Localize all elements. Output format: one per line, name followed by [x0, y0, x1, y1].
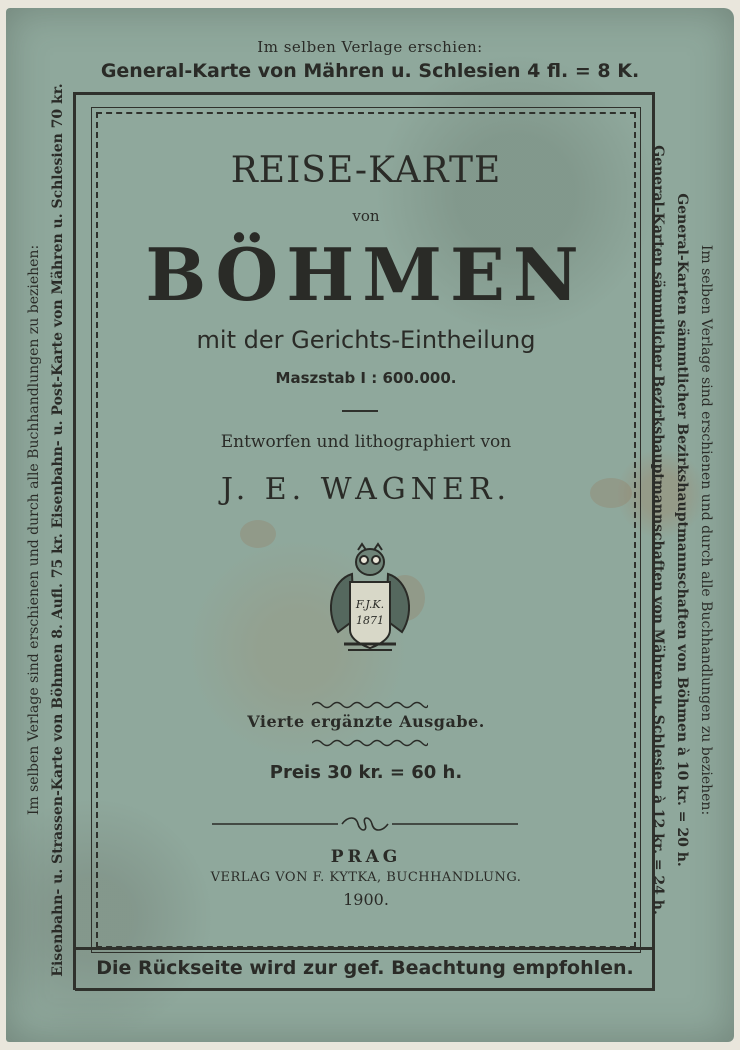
divider — [342, 410, 378, 412]
header-notice: Im selben Verlage erschien: — [257, 38, 483, 56]
imprint-place: PRAG — [330, 847, 402, 867]
title-line1: REISE-KARTE — [230, 150, 502, 191]
ornament-rule — [212, 816, 518, 832]
edition-note: Vierte ergänzte Ausgabe. — [247, 712, 485, 731]
right-side-line1: Im selben Verlage sind erschienen und durch alle Buchhandlungen zu beziehen: — [698, 244, 714, 816]
imprint-year: 1900. — [343, 890, 389, 909]
emblem-monogram: F.J.K. — [355, 598, 385, 611]
bottom-rule-lower — [75, 988, 655, 991]
subtitle: mit der Gerichts-Eintheilung — [196, 326, 536, 354]
owl-emblem-icon — [318, 540, 422, 658]
wave-ornament — [312, 738, 428, 748]
left-side-line1: Im selben Verlage sind erschienen und durch alle Buchhandlungen zu beziehen: — [26, 244, 42, 816]
right-side-advert — [650, 50, 718, 1010]
top-rule — [75, 92, 655, 95]
author-name: J. E. WAGNER. — [221, 472, 511, 507]
wave-ornament — [312, 700, 428, 710]
right-side-line2: General-Karten sämmtlicher Bezirkshauptmannschaften von Böhmen à 10 kr. = 20 h. — [674, 193, 690, 867]
map-scale: Maszstab I : 600.000. — [275, 369, 457, 387]
right-side-line3: General-Karten sämmtlicher Bezirkshauptmannschaften von Mähren u. Schlesien à 12 kr. = 24 h. — [650, 145, 666, 915]
left-side-advert — [22, 50, 82, 1010]
emblem-year: 1871 — [356, 614, 384, 627]
title-von: von — [352, 207, 380, 225]
price: Preis 30 kr. = 60 h. — [269, 762, 463, 783]
header-advert: General-Karte von Mähren u. Schlesien 4 fl. = 8 K. — [100, 60, 640, 82]
bottom-rule — [75, 947, 655, 950]
footer-note: Die Rückseite wird zur gef. Beachtung empfohlen. — [96, 957, 634, 979]
left-side-line2: Eisenbahn- u. Strassen-Karte von Böhmen 8. Aufl. 75 kr. Eisenbahn- u. Post-Karte von Mähren u. Schlesien 70 kr. — [50, 83, 66, 977]
imprint-publisher: VERLAG VON F. KYTKA, BUCHHANDLUNG. — [210, 870, 522, 885]
title-main: BÖHMEN — [145, 232, 587, 317]
credits-line: Entworfen und lithographiert von — [220, 432, 512, 452]
